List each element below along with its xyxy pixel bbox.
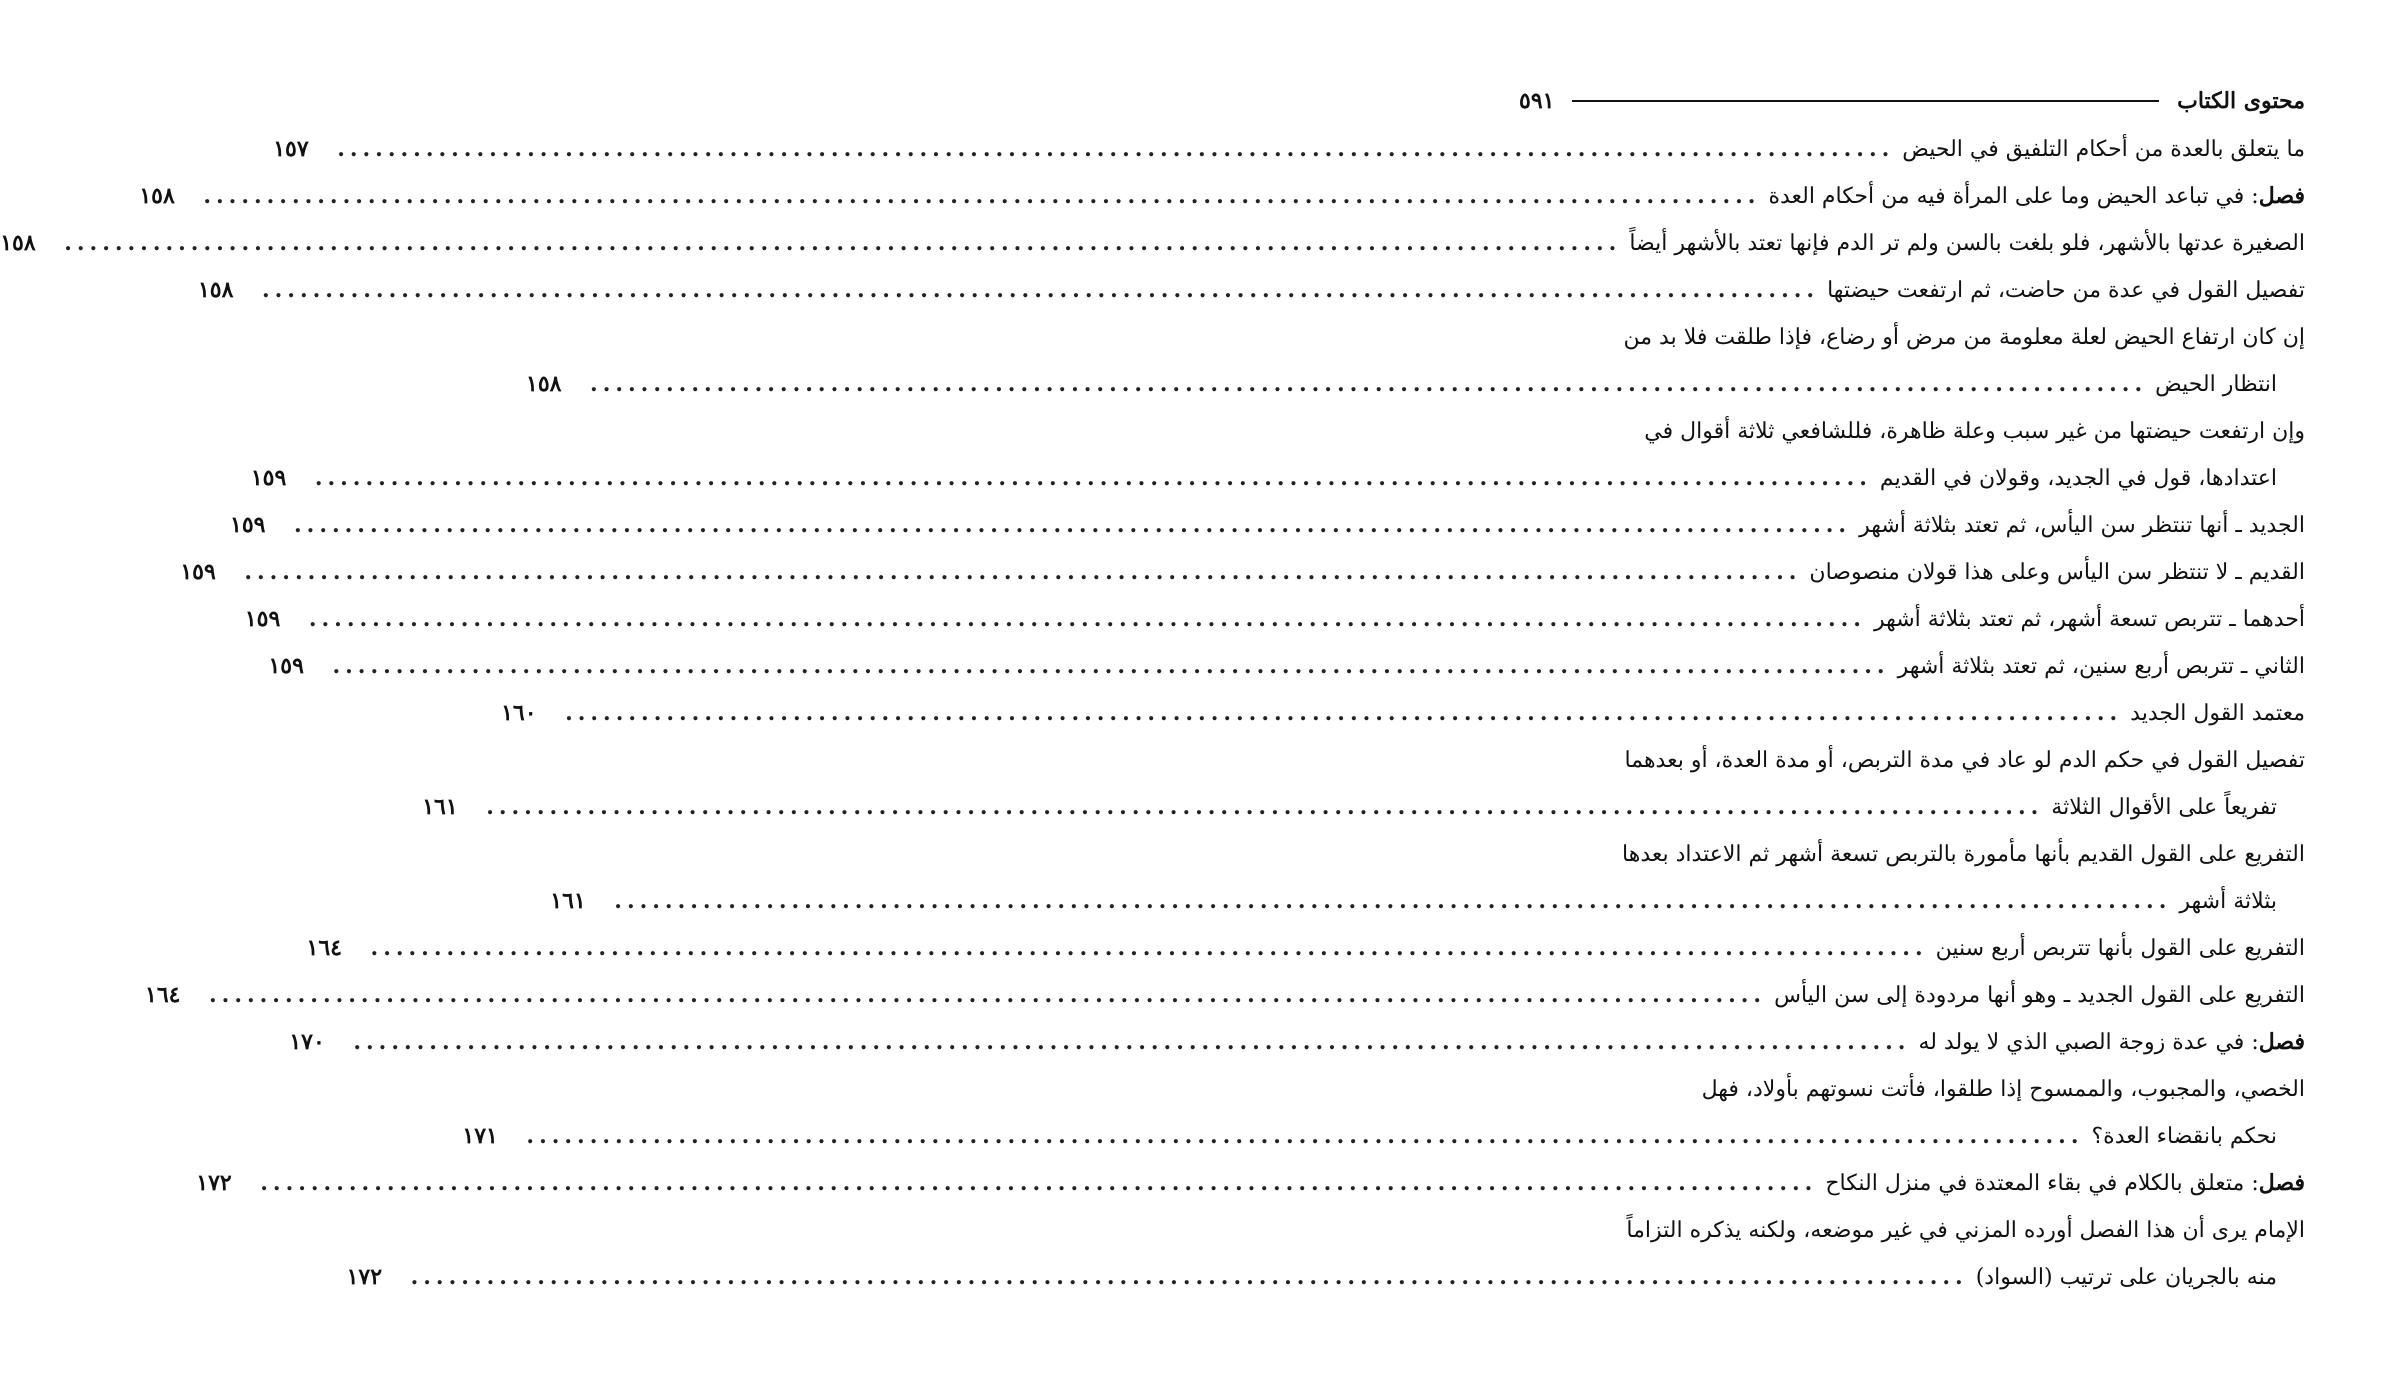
entry-page: ١٥٩ (244, 606, 281, 632)
toc-entry-first-line (1519, 737, 2305, 784)
entry-text: إن كان ارتفاع الحيض لعلة معلومة من مرض أو رضاع، فإذا طلقت فلا بد من (1623, 325, 2305, 350)
toc-entry (273, 126, 2305, 173)
dot-leader: ........................................................................................................................... (614, 888, 2172, 914)
page-number: ٥٩١ (1519, 88, 1555, 114)
entry-text: : في تباعد الحيض وما على المرأة فيه من أحكام العدة (1768, 184, 2259, 209)
section-label: فصل (2258, 1029, 2305, 1055)
entry-text: التفريع على القول القديم بأنها مأمورة بالتربص تسعة أشهر ثم الاعتداد بعدها (1622, 842, 2305, 867)
entry-page: ١٧٢ (196, 1170, 232, 1196)
dot-leader: ........................................................................................................................... (314, 465, 1872, 491)
dot-leader: ........................................................................................................................... (64, 230, 1622, 256)
entry-text: نحكم بانقضاء العدة؟ (2091, 1124, 2277, 1149)
entry-text: الإمام يرى أن هذا الفصل أورده المزني في غير موضعه، ولكنه يذكره التزاماً (1626, 1218, 2305, 1243)
page-title: محتوى الكتاب (2177, 88, 2305, 114)
dot-leader: ........................................................................................................................... (209, 982, 1767, 1008)
toc-entry (0, 220, 2305, 267)
dot-leader: ........................................................................................................................... (337, 136, 1895, 162)
entry-page: ١٦٠ (501, 700, 537, 726)
toc-entry-continuation (526, 361, 2305, 408)
section-label: فصل (2258, 183, 2305, 209)
entry-text: اعتدادها، قول في الجديد، وقولان في القديم (1879, 466, 2277, 491)
dot-leader: ........................................................................................................................... (260, 1170, 1818, 1196)
entry-text: تفريعاً على الأقوال الثلاثة (2051, 795, 2277, 820)
entry-page: ١٥٩ (268, 653, 304, 679)
entry-text: التفريع على القول بأنها تتربص أربع سنين (1935, 936, 2305, 961)
table-of-contents (0, 126, 2305, 1301)
entry-page: ١٥٨ (139, 183, 175, 209)
entry-text: الجديد ـ أنها تنتظر سن اليأس، ثم تعتد بثلاثة أشهر (1859, 513, 2305, 538)
toc-entry (306, 925, 2305, 972)
entry-page: ١٧٠ (289, 1029, 325, 1055)
dot-leader: ........................................................................................................................... (565, 700, 2123, 726)
entry-page: ١٦١ (550, 888, 586, 914)
toc-entry-continuation (422, 784, 2305, 831)
toc-entry-first-line (1519, 314, 2305, 361)
dot-leader: ........................................................................................................................... (486, 794, 2044, 820)
toc-entry (268, 643, 2305, 690)
entry-text: وإن ارتفعت حيضتها من غير سبب وعلة ظاهرة، فللشافعي ثلاثة أقوال في (1644, 419, 2305, 444)
entry-text: معتمد القول الجديد (2130, 701, 2305, 726)
dot-leader: ........................................................................................................................... (244, 559, 1802, 585)
toc-entry (501, 690, 2305, 737)
dot-leader: ........................................................................................................................... (308, 606, 1866, 632)
toc-entry (197, 267, 2305, 314)
entry-page: ١٦١ (422, 794, 458, 820)
entry-text: التفريع على القول الجديد ـ وهو أنها مردودة إلى سن اليأس (1774, 983, 2305, 1008)
entry-text: بثلاثة أشهر (2179, 889, 2277, 914)
toc-entry-continuation (462, 1113, 2305, 1160)
header-rule (1572, 100, 2159, 102)
entry-text: ما يتعلق بالعدة من أحكام التلفيق في الحيض (1902, 137, 2305, 162)
dot-leader: ........................................................................................................................... (370, 935, 1928, 961)
toc-entry (145, 972, 2305, 1019)
toc-entry (196, 1160, 2305, 1207)
page-header (1519, 82, 2305, 120)
entry-page: ١٥٩ (230, 512, 266, 538)
entry-text: الخصي، والمجبوب، والممسوح إذا طلقوا، فأتت نسوتهم بأولاد، فهل (1701, 1077, 2305, 1102)
toc-entry (289, 1019, 2305, 1066)
toc-entry-continuation (346, 1254, 2305, 1301)
entry-text: : متعلق بالكلام في بقاء المعتدة في منزل النكاح (1825, 1171, 2259, 1196)
dot-leader: ........................................................................................................................... (353, 1029, 1911, 1055)
toc-entry-first-line (1519, 408, 2305, 455)
entry-page: ١٦٤ (306, 935, 342, 961)
toc-page (0, 82, 2305, 1342)
entry-page: ١٥٨ (0, 230, 36, 256)
dot-leader: ........................................................................................................................... (294, 512, 1852, 538)
entry-page: ١٥٩ (250, 465, 287, 491)
entry-page: ١٥٨ (197, 277, 234, 303)
toc-entry-first-line (1519, 831, 2305, 878)
section-label: فصل (2258, 1170, 2305, 1196)
entry-text: الصغيرة عدتها بالأشهر، فلو بلغت بالسن ولم تر الدم فإنها تعتد بالأشهر أيضاً (1629, 231, 2305, 256)
dot-leader: ........................................................................................................................... (590, 371, 2148, 397)
entry-text: منه بالجريان على ترتيب (السواد) (1975, 1265, 2277, 1290)
entry-text: القديم ـ لا تنتظر سن اليأس وعلى هذا قولان منصوصان (1809, 560, 2305, 585)
dot-leader: ........................................................................................................................... (410, 1264, 1968, 1290)
entry-page: ١٧١ (462, 1123, 498, 1149)
toc-entry-continuation (250, 455, 2305, 502)
entry-text: أحدهما ـ تتربص تسعة أشهر، ثم تعتد بثلاثة أشهر (1873, 607, 2305, 632)
entry-page: ١٥٩ (180, 559, 216, 585)
toc-entry (244, 596, 2305, 643)
toc-entry-first-line (1519, 1207, 2305, 1254)
toc-entry-continuation (550, 878, 2305, 925)
entry-text: الثاني ـ تتربص أربع سنين، ثم تعتد بثلاثة أشهر (1897, 654, 2305, 679)
entry-page: ١٥٨ (526, 371, 562, 397)
entry-text: انتظار الحيض (2155, 372, 2277, 397)
entry-text: تفصيل القول في حكم الدم لو عاد في مدة التربص، أو مدة العدة، أو بعدهما (1624, 748, 2305, 773)
entry-page: ١٧٢ (346, 1264, 383, 1290)
dot-leader: ........................................................................................................................... (526, 1123, 2084, 1149)
entry-page: ١٥٧ (273, 136, 309, 162)
entry-page: ١٦٤ (145, 982, 181, 1008)
entry-text: : في عدة زوجة الصبي الذي لا يولد له (1918, 1030, 2259, 1055)
toc-entry-first-line (1519, 1066, 2305, 1113)
dot-leader: ........................................................................................................................... (261, 277, 1820, 303)
entry-text: تفصيل القول في عدة من حاضت، ثم ارتفعت حيضتها (1827, 278, 2305, 303)
dot-leader: ........................................................................................................................... (203, 183, 1761, 209)
toc-entry (139, 173, 2305, 220)
toc-entry (180, 549, 2305, 596)
toc-entry (230, 502, 2305, 549)
dot-leader: ........................................................................................................................... (332, 653, 1890, 679)
